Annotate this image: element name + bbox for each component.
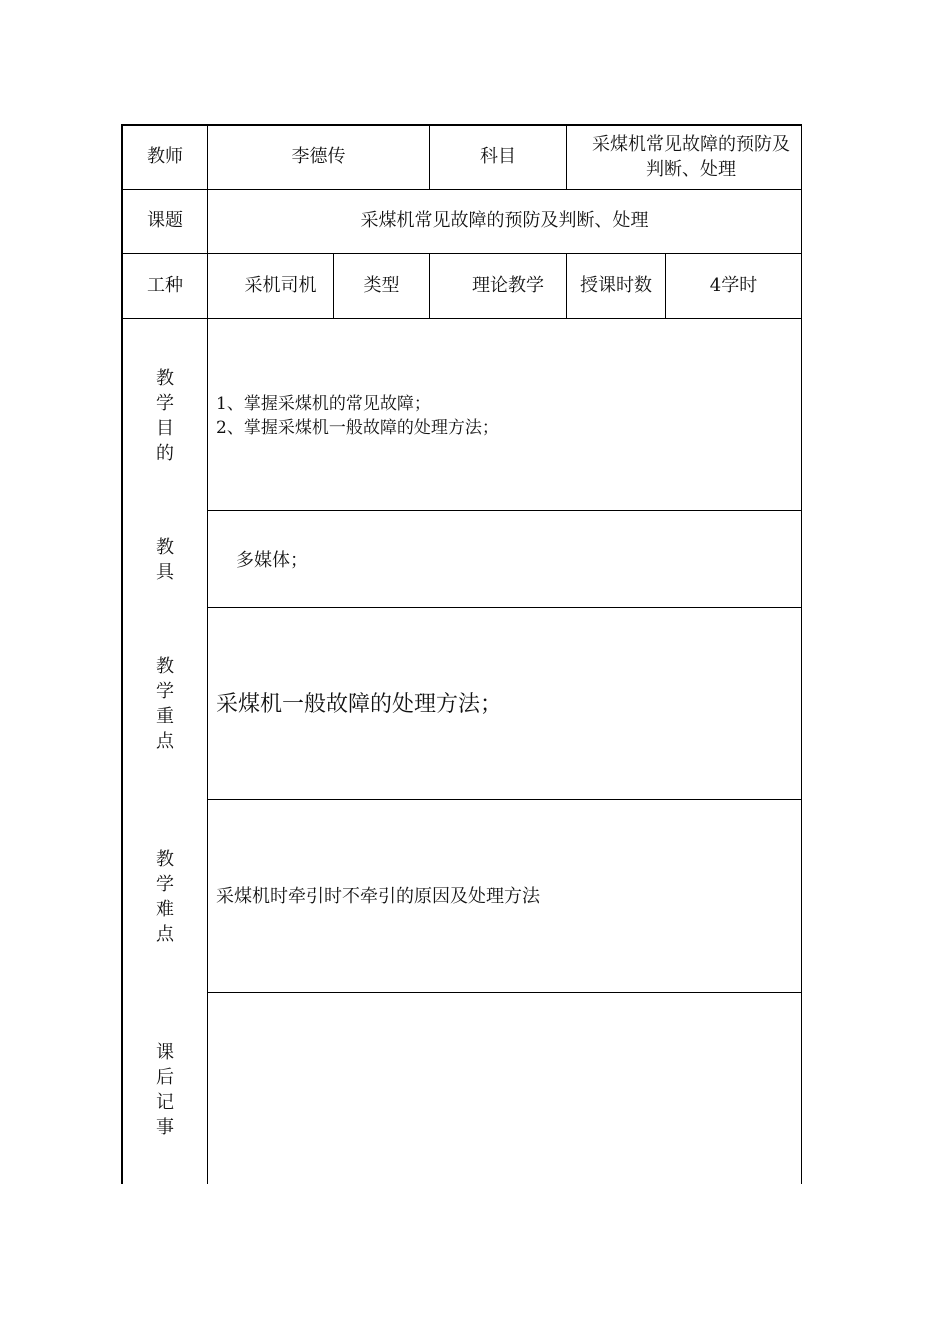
row-divider	[121, 318, 802, 319]
label-char: 难	[156, 899, 174, 920]
post-notes-value	[216, 1000, 796, 1180]
teacher-label: 教师	[147, 146, 183, 168]
trade-label: 工种	[147, 274, 183, 296]
trade-value: 采机司机	[244, 274, 317, 296]
label-char: 课	[156, 1042, 174, 1063]
type-label: 类型	[363, 274, 400, 296]
row-divider	[207, 799, 802, 800]
hours-value: 4学时	[709, 274, 758, 296]
label-char: 教	[156, 849, 174, 870]
row-divider	[207, 607, 802, 608]
post-notes-label	[123, 1040, 207, 1140]
row-divider	[207, 510, 802, 511]
label-char: 教	[156, 656, 174, 677]
label-char: 后	[156, 1067, 174, 1088]
subject-value: 采煤机常见故障的预防及判断、处理	[592, 134, 790, 180]
type-value: 理论教学	[472, 274, 544, 296]
label-char: 点	[156, 731, 174, 752]
teacher-name: 李德传	[291, 146, 346, 168]
objectives-label	[123, 366, 207, 466]
label-char: 教	[156, 537, 174, 558]
subject-label: 科目	[480, 146, 516, 168]
label-char: 重	[156, 706, 174, 727]
difficulties-label	[123, 847, 207, 947]
row-divider	[207, 992, 802, 993]
difficulties-value: 采煤机时牵引时不牵引的原因及处理方法	[216, 885, 540, 907]
hours-label: 授课时数	[580, 274, 652, 296]
label-char: 记	[156, 1092, 174, 1113]
objective-item: 1、掌握采煤机的常见故障；	[216, 394, 431, 414]
label-char: 学	[156, 874, 174, 895]
teaching-aids-value: 多媒体；	[236, 549, 308, 571]
label-char: 的	[156, 443, 174, 464]
label-char: 教	[156, 368, 174, 389]
topic-label: 课题	[147, 210, 183, 232]
teaching-aids-label	[123, 535, 207, 585]
column-divider	[566, 124, 567, 189]
label-char: 学	[156, 393, 174, 414]
key-points-value: 采煤机一般故障的处理方法；	[216, 692, 503, 718]
topic-value: 采煤机常见故障的预防及判断、处理	[360, 210, 649, 232]
label-char: 学	[156, 681, 174, 702]
objectives-content	[216, 392, 796, 442]
key-points-label	[123, 654, 207, 754]
objective-item: 2、掌握采煤机一般故障的处理方法；	[216, 418, 499, 438]
label-char: 目	[156, 418, 174, 439]
table-right-border	[801, 124, 802, 1184]
label-char: 具	[156, 562, 174, 583]
label-char: 事	[156, 1117, 174, 1138]
label-char: 点	[156, 924, 174, 945]
